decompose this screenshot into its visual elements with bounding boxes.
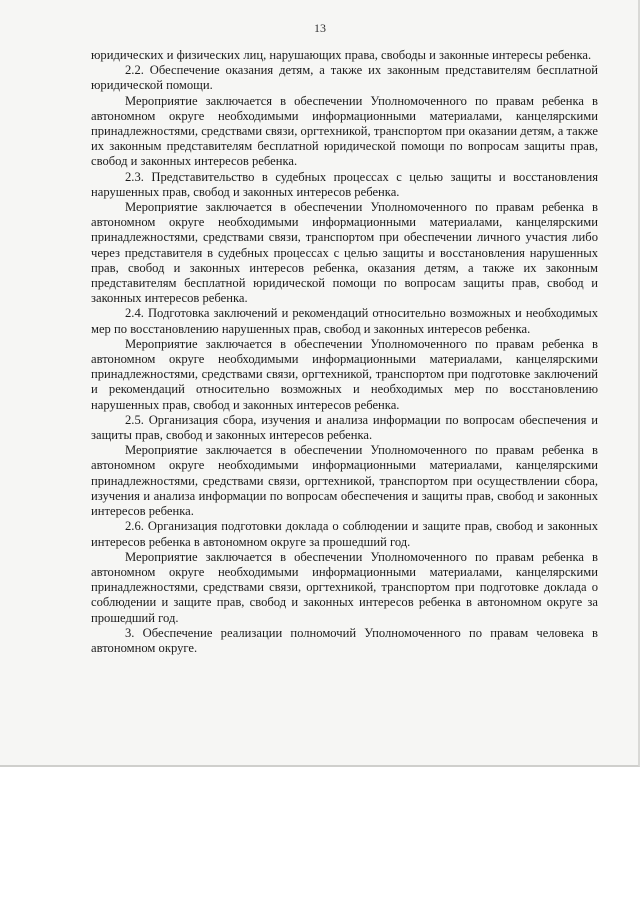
paragraph-measure-2-2: Мероприятие заключается в обеспечении Уполномоченного по правам ребенка в автономном округе необходимыми информационными материалами, канцелярскими принадлежностями, средствами связи, оргтехникой, транспортом при оказании детям, а также их законным представителям бесплатной юридической помощи по вопросам защиты прав, свобод и законных интересов ребенка. (91, 93, 598, 169)
document-body (91, 48, 598, 656)
blank-area (0, 769, 640, 905)
paragraph-item-2-3: 2.3. Представительство в судебных процессах с целью защиты и восстановления нарушенных прав, свобод и законных интересов ребенка. (91, 169, 598, 199)
paragraph-continuation: юридических и физических лиц, нарушающих права, свободы и законные интересы ребенка. (91, 48, 592, 62)
paragraph-item-2-6: 2.6. Организация подготовки доклада о соблюдении и защите прав, свобод и законных интересов ребенка в автономном округе за прошедший год. (91, 519, 598, 549)
page-number: 13 (314, 21, 326, 35)
paragraph-item-2-5: 2.5. Организация сбора, изучения и анализа информации по вопросам обеспечения и защиты прав, свобод и законных интересов ребенка. (91, 412, 598, 443)
paragraph-item-2-4: 2.4. Подготовка заключений и рекомендаций относительно возможных и необходимых мер по восстановлению нарушенных прав, свобод и законных интересов ребенка. (91, 306, 598, 336)
paragraph-item-3: 3. Обеспечение реализации полномочий Уполномоченного по правам человека в автономном округе. (91, 625, 598, 655)
paragraph-measure-2-6: Мероприятие заключается в обеспечении Уполномоченного по правам ребенка в автономном округе необходимыми информационными материалами, канцелярскими принадлежностями, средствами связи, оргтехникой, транспортом при подготовке доклада о соблюдении и защите прав, свобод и законных интересов ребенка в автономном округе за прошедший год. (91, 549, 598, 625)
paragraph-measure-2-4: Мероприятие заключается в обеспечении Уполномоченного по правам ребенка в автономном округе необходимыми информационными материалами, канцелярскими принадлежностями, средствами связи, оргтехникой, транспортом при подготовке заключений и рекомендаций относительно возможных и необходимых мер по восстановлению нарушенных прав, свобод и законных интересов ребенка. (91, 336, 598, 412)
paragraph-item-2-2: 2.2. Обеспечение оказания детям, а также их законным представителям бесплатной юридической помощи. (91, 63, 598, 93)
paragraph-measure-2-5: Мероприятие заключается в обеспечении Уполномоченного по правам ребенка в автономном округе необходимыми информационными материалами, канцелярскими принадлежностями, средствами связи, оргтехникой, транспортом при осуществлении сбора, изучения и анализа информации по вопросам обеспечения и защиты прав, свобод и законных интересов ребенка. (91, 443, 598, 519)
paragraph-measure-2-3: Мероприятие заключается в обеспечении Уполномоченного по правам ребенка в автономном округе необходимыми информационными материалами, канцелярскими принадлежностями, средствами связи, транспортом при обеспечении личного участия либо через представителя в судебных процессах с целью защиты и восстановления нарушенных прав, свобод и законных интересов ребенка, оказания детям, а также их законным представителям бесплатной юридической помощи по вопросам защиты прав, свобод и законных интересов ребенка. (91, 200, 598, 306)
